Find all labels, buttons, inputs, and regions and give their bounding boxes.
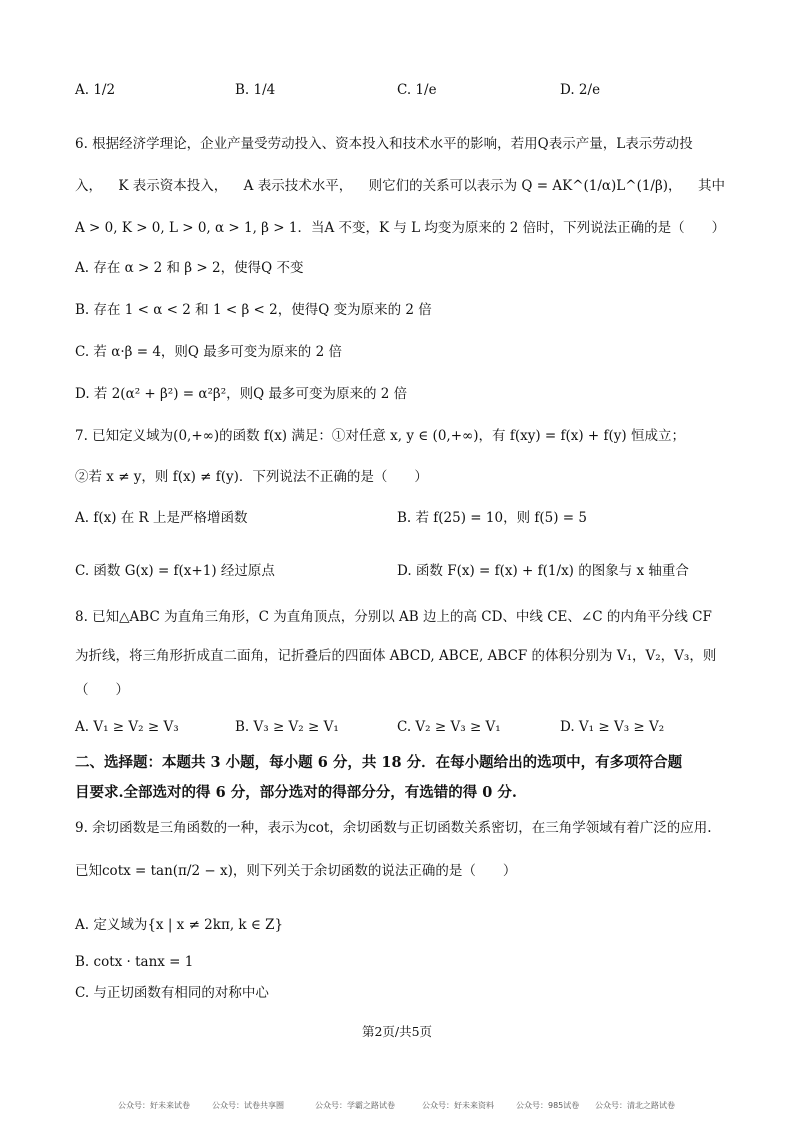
- q7-option-a: A. f(x) 在 R 上是严格增函数: [75, 510, 248, 526]
- q6-option-c: C. 若 α·β = 4，则Q 最多可变为原来的 2 倍: [75, 344, 342, 360]
- q6-option-a: A. 存在 α > 2 和 β > 2，使得Q 不变: [75, 260, 304, 276]
- q6-line2-part4: 则它们的关系可以表示为 Q = AK^(1/α)L^(1/β)，: [368, 178, 682, 194]
- q6-line2-part1: 入，: [75, 178, 102, 194]
- q6-line2-part2: K 表示资本投入，: [118, 178, 228, 194]
- q5-option-c: C. 1/e: [397, 82, 437, 98]
- q7-stem-line2: ②若 x ≠ y，则 f(x) ≠ f(y)．下列说法不正确的是（ ）: [75, 469, 428, 485]
- q6-stem-line3: A > 0, K > 0, L > 0, α > 1, β > 1．当A 不变，K 与 L 均变为原来的 2 倍时，下列说法正确的是（ ）: [75, 220, 726, 236]
- q5-option-a: A. 1/2: [75, 82, 116, 98]
- q6-line2-part3: A 表示技术水平，: [243, 178, 353, 194]
- watermark-2: 公众号：试卷共享圈: [212, 1101, 284, 1110]
- q8-option-a: A. V₁ ≥ V₂ ≥ V₃: [75, 719, 179, 735]
- q8-stem-line3: （ ）: [75, 682, 129, 698]
- q7-option-d: D. 函数 F(x) = f(x) + f(1/x) 的图象与 x 轴重合: [397, 563, 689, 579]
- q9-option-b: B. cotx · tanx = 1: [75, 954, 194, 970]
- q8-option-c: C. V₂ ≥ V₃ ≥ V₁: [397, 719, 501, 735]
- watermark-3: 公众号：学霸之路试卷: [315, 1101, 395, 1110]
- q7-option-c: C. 函数 G(x) = f(x+1) 经过原点: [75, 563, 275, 579]
- q7-stem-line1: 7. 已知定义域为(0,+∞)的函数 f(x) 满足：①对任意 x, y ∈ (0,+∞)，有 f(xy) = f(x) + f(y) 恒成立；: [75, 428, 685, 444]
- q8-option-b: B. V₃ ≥ V₂ ≥ V₁: [235, 719, 339, 735]
- q6-option-d: D. 若 2(α² + β²) = α²β²，则Q 最多可变为原来的 2 倍: [75, 386, 408, 402]
- q5-option-b: B. 1/4: [235, 82, 276, 98]
- watermark-1: 公众号：好未来试卷: [118, 1101, 190, 1110]
- section2-heading-line2: 目要求.全部选对的得 6 分，部分选对的得部分分，有选错的得 0 分.: [75, 784, 517, 801]
- watermark-5: 公众号：985试卷: [516, 1101, 580, 1110]
- q5-option-d: D. 2/e: [560, 82, 601, 98]
- q6-stem-line1: 6. 根据经济学理论，企业产量受劳动投入、资本投入和技术水平的影响，若用Q表示产量，L表示劳动投: [75, 136, 693, 152]
- q6-line2-part5: 其中: [697, 178, 725, 194]
- q9-stem-line1: 9. 余切函数是三角函数的一种，表示为cot，余切函数与正切函数关系密切，在三角学领域有着广泛的应用.: [75, 820, 712, 836]
- q7-option-b: B. 若 f(25) = 10，则 f(5) = 5: [397, 510, 587, 526]
- section2-heading-line1: 二、选择题：本题共 3 小题，每小题 6 分，共 18 分．在每小题给出的选项中，有多项符合题: [75, 754, 683, 771]
- watermark-6: 公众号：清北之路试卷: [595, 1101, 675, 1110]
- q8-stem-line1: 8. 已知△ABC 为直角三角形，C 为直角顶点，分别以 AB 边上的高 CD、中线 CE、∠C 的内角平分线 CF: [75, 609, 712, 625]
- q8-stem-line2: 为折线，将三角形折成直二面角，记折叠后的四面体 ABCD, ABCE, ABCF 的体积分别为 V₁，V₂，V₃，则: [75, 648, 717, 664]
- q8-option-d: D. V₁ ≥ V₃ ≥ V₂: [560, 719, 665, 735]
- page-number: 第2页/共5页: [361, 1024, 433, 1039]
- q6-option-b: B. 存在 1 < α < 2 和 1 < β < 2，使得Q 变为原来的 2 倍: [75, 302, 432, 318]
- watermark-4: 公众号：好未来资料: [422, 1101, 494, 1110]
- q9-option-a: A. 定义域为{x | x ≠ 2kπ, k ∈ Z}: [75, 917, 284, 933]
- q6-stem-line2: [75, 176, 725, 196]
- q9-stem-line2: 已知cotx = tan(π/2 − x)，则下列关于余切函数的说法正确的是（ ）: [75, 863, 517, 879]
- q9-option-c: C. 与正切函数有相同的对称中心: [75, 985, 269, 1001]
